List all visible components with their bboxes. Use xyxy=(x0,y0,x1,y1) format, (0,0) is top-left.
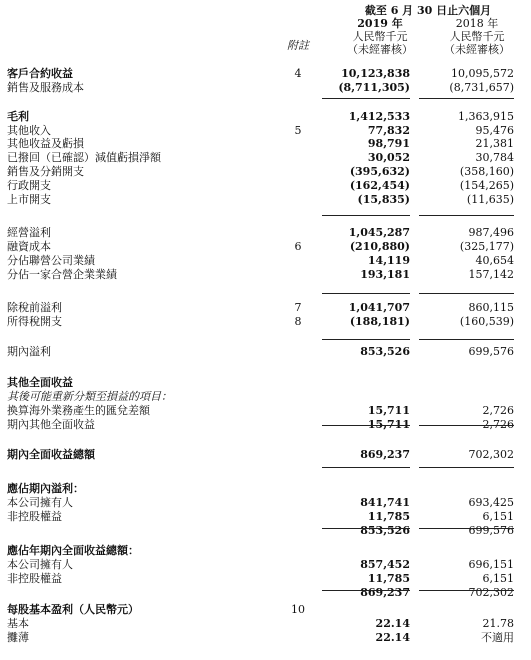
rule-2019 xyxy=(322,98,410,99)
value-2018: (11,635) xyxy=(466,193,514,206)
row-label: 客戶合約收益 xyxy=(7,67,73,80)
row-label: 融資成本 xyxy=(7,240,51,253)
rule-2018 xyxy=(419,215,514,216)
value-2019: 869,237 xyxy=(360,448,410,461)
table-row xyxy=(0,268,531,281)
table-row xyxy=(0,67,531,80)
value-2019: (15,835) xyxy=(357,193,410,206)
value-2019: 10,123,838 xyxy=(341,67,410,80)
row-label: 基本 xyxy=(7,617,29,630)
rule-2019 xyxy=(322,528,410,529)
value-2018: 2,726 xyxy=(482,404,514,417)
table-row xyxy=(0,390,531,403)
row-label: 非控股權益 xyxy=(7,572,62,585)
column-year-2018: 2018 年 xyxy=(455,17,499,30)
value-2018: 693,425 xyxy=(468,496,514,509)
value-2019: 853,526 xyxy=(360,524,410,537)
value-2018: 987,496 xyxy=(468,226,514,239)
table-row xyxy=(0,510,531,523)
value-2018: (154,265) xyxy=(459,179,514,192)
row-label: 期內其他全面收益 xyxy=(7,418,95,431)
rule-2019 xyxy=(322,425,410,426)
row-note: 6 xyxy=(294,240,302,253)
rule-2019 xyxy=(322,339,410,340)
value-2019: 193,181 xyxy=(360,268,410,281)
value-2019: 1,412,533 xyxy=(348,110,410,123)
note-column-header: 附註 xyxy=(287,39,309,52)
value-2019: 22.14 xyxy=(375,631,410,644)
value-2019: 98,791 xyxy=(367,137,410,150)
value-2018: 699,576 xyxy=(468,345,514,358)
rule-2019 xyxy=(322,215,410,216)
row-note: 4 xyxy=(294,67,302,80)
value-2018: 21.78 xyxy=(482,617,514,630)
value-2018: 40,654 xyxy=(475,254,514,267)
table-row xyxy=(0,137,531,150)
table-row xyxy=(0,617,531,630)
row-label: 本公司擁有人 xyxy=(7,496,73,509)
table-row xyxy=(0,193,531,206)
table-row xyxy=(0,544,531,557)
row-label: 本公司擁有人 xyxy=(7,558,73,571)
row-label: 其他收入 xyxy=(7,124,51,137)
table-row xyxy=(0,631,531,644)
value-2019: 857,452 xyxy=(360,558,410,571)
table-row xyxy=(0,524,531,537)
row-label: 其後可能重新分類至損益的項目： xyxy=(7,390,172,403)
column-header-2018 xyxy=(432,17,522,56)
value-2019: 853,526 xyxy=(360,345,410,358)
value-2019: 1,041,707 xyxy=(348,301,410,314)
row-label: 攤薄 xyxy=(7,631,29,644)
row-label: 分佔聯營公司業績 xyxy=(7,254,95,267)
value-2019: 869,237 xyxy=(360,586,410,599)
row-label: 銷售及服務成本 xyxy=(7,81,84,94)
table-row xyxy=(0,151,531,164)
row-label: 行政開支 xyxy=(7,179,51,192)
row-label: 分佔一家合營企業業績 xyxy=(7,268,117,281)
column-audit-2019: （未經審核） xyxy=(347,43,413,56)
row-note: 8 xyxy=(294,315,302,328)
row-label: 應佔期內溢利： xyxy=(7,482,84,495)
table-row xyxy=(0,482,531,495)
value-2019: 77,832 xyxy=(367,124,410,137)
row-label: 每股基本盈利（人民幣元） xyxy=(7,603,139,616)
row-label: 換算海外業務產生的匯兌差額 xyxy=(7,404,150,417)
table-row xyxy=(0,226,531,239)
table-row xyxy=(0,572,531,585)
row-note: 5 xyxy=(294,124,302,137)
table-row xyxy=(0,124,531,137)
table-row xyxy=(0,603,531,616)
value-2018: 6,151 xyxy=(482,510,514,523)
value-2018: 不適用 xyxy=(481,631,514,644)
rule-2018 xyxy=(419,98,514,99)
rule-2018 xyxy=(419,528,514,529)
value-2019: (8,711,305) xyxy=(338,81,410,94)
rule-2018 xyxy=(419,590,514,591)
rule-2019 xyxy=(322,590,410,591)
table-row xyxy=(0,345,531,358)
table-row xyxy=(0,404,531,417)
value-2018: 702,302 xyxy=(468,586,514,599)
table-row xyxy=(0,179,531,192)
table-row xyxy=(0,586,531,599)
value-2018: (325,177) xyxy=(459,240,514,253)
table-row xyxy=(0,448,531,461)
row-label: 其他全面收益 xyxy=(7,376,73,389)
row-label: 銷售及分銷開支 xyxy=(7,165,84,178)
table-row xyxy=(0,81,531,94)
rule-2018 xyxy=(419,467,514,468)
table-row xyxy=(0,240,531,253)
table-row xyxy=(0,301,531,314)
value-2019: 22.14 xyxy=(375,617,410,630)
row-note: 7 xyxy=(294,301,302,314)
rule-2019 xyxy=(322,293,410,294)
row-label: 上市開支 xyxy=(7,193,51,206)
value-2019: (210,880) xyxy=(349,240,410,253)
value-2018: 157,142 xyxy=(468,268,514,281)
value-2018: 6,151 xyxy=(482,572,514,585)
value-2019: (162,454) xyxy=(349,179,410,192)
period-header: 截至 6 月 30 日止六個月 xyxy=(364,4,492,17)
table-row xyxy=(0,110,531,123)
rule-2018 xyxy=(419,293,514,294)
value-2018: 860,115 xyxy=(468,301,514,314)
column-audit-2018: （未經審核） xyxy=(444,43,510,56)
value-2018: 10,095,572 xyxy=(451,67,514,80)
value-2019: 15,711 xyxy=(367,418,410,431)
value-2018: 696,151 xyxy=(468,558,514,571)
value-2019: 11,785 xyxy=(367,510,410,523)
value-2018: 699,576 xyxy=(468,524,514,537)
value-2019: 30,052 xyxy=(367,151,410,164)
rule-2018 xyxy=(419,425,514,426)
value-2019: (395,632) xyxy=(349,165,410,178)
value-2019: (188,181) xyxy=(349,315,410,328)
row-label: 期內溢利 xyxy=(7,345,51,358)
value-2018: 21,381 xyxy=(475,137,514,150)
value-2019: 14,119 xyxy=(367,254,410,267)
rule-2018 xyxy=(419,339,514,340)
row-label: 毛利 xyxy=(7,110,29,123)
value-2019: 11,785 xyxy=(367,572,410,585)
value-2019: 1,045,287 xyxy=(348,226,410,239)
row-label: 除稅前溢利 xyxy=(7,301,62,314)
value-2018: 2,726 xyxy=(482,418,514,431)
value-2018: (160,539) xyxy=(459,315,514,328)
row-label: 期內全面收益總額 xyxy=(7,448,95,461)
value-2018: 1,363,915 xyxy=(458,110,514,123)
value-2018: (8,731,657) xyxy=(449,81,514,94)
row-label: 經營溢利 xyxy=(7,226,51,239)
value-2018: 95,476 xyxy=(475,124,514,137)
value-2019: 15,711 xyxy=(367,404,410,417)
column-unit-2019: 人民幣千元 xyxy=(352,30,408,43)
rule-2019 xyxy=(322,467,410,468)
row-label: 非控股權益 xyxy=(7,510,62,523)
table-row xyxy=(0,165,531,178)
value-2018: 702,302 xyxy=(468,448,514,461)
column-unit-2018: 人民幣千元 xyxy=(449,30,505,43)
table-row xyxy=(0,315,531,328)
table-row xyxy=(0,496,531,509)
row-note: 10 xyxy=(291,603,305,616)
row-label: 其他收益及虧損 xyxy=(7,137,84,150)
value-2018: 30,784 xyxy=(475,151,514,164)
table-row xyxy=(0,376,531,389)
column-year-2019: 2019 年 xyxy=(357,17,403,30)
table-row xyxy=(0,558,531,571)
row-label: 已撥回（已確認）減值虧損淨額 xyxy=(7,151,161,164)
value-2019: 841,741 xyxy=(360,496,410,509)
row-label: 應佔年期內全面收益總額： xyxy=(7,544,139,557)
column-header-2019 xyxy=(335,17,425,56)
table-row xyxy=(0,254,531,267)
value-2018: (358,160) xyxy=(459,165,514,178)
row-label: 所得稅開支 xyxy=(7,315,62,328)
